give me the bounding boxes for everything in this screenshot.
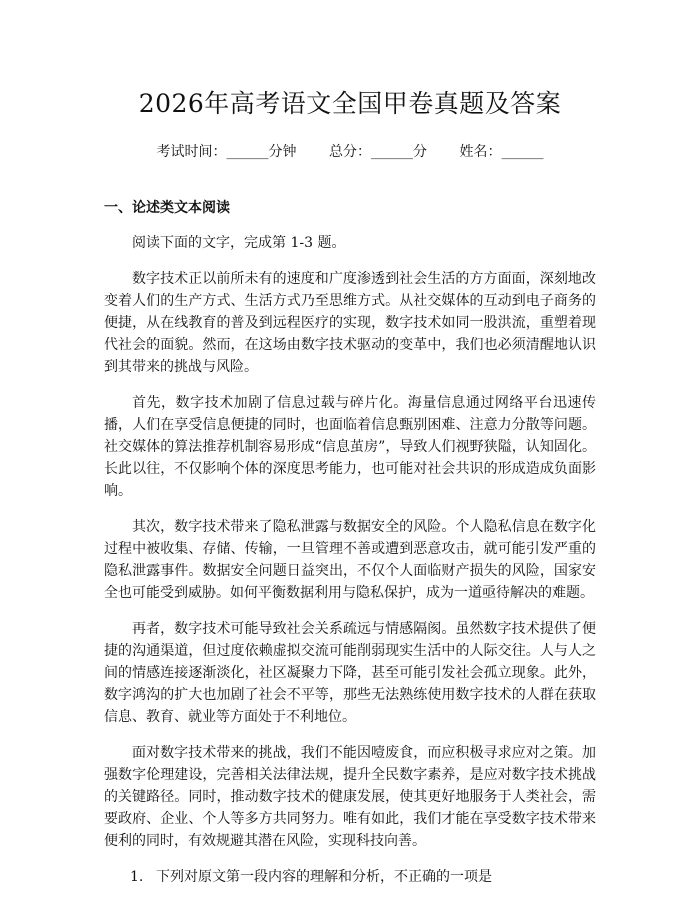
question-number: 1. [130, 869, 144, 885]
passage-paragraph-5: 面对数字技术带来的挑战，我们不能因噎废食，而应积极寻求应对之策。加强数字伦理建设，完善相关法律法规，提升全民数字素养，是应对数字技术挑战的关键路径。同时，推动数字技术的健康发展，使其更好地服务于人类社会，需要政府、企业、个人等多方共同努力。唯有如此，我们才能在享受数字技术带来便利的同时，有效规避其潜在风险，实现科技向善。 [104, 745, 596, 849]
question-1 [104, 866, 596, 888]
passage-paragraph-4: 再者，数字技术可能导致社会关系疏远与情感隔阂。虽然数字技术提供了便捷的沟通渠道，但过度依赖虚拟交流可能削弱现实生活中的人际交往。人与人之间的情感连接逐渐淡化，社区凝聚力下降，甚至可能引发社会孤立现象。此外，数字鸿沟的扩大也加剧了社会不平等，那些无法熟练使用数字技术的人群在获取信息、教育、就业等方面处于不利地位。 [104, 621, 596, 725]
passage-paragraph-2: 首先，数字技术加剧了信息过载与碎片化。海量信息通过网络平台迅速传播，人们在享受信息便捷的同时，也面临着信息甄别困难、注意力分散等问题。社交媒体的算法推荐机制容易形成“信息茧房”，导致人们视野狭隘，认知固化。长此以往，不仅影响个体的深度思考能力，也可能对社会共识的形成造成负面影响。 [104, 395, 596, 499]
section-heading: 一、论述类文本阅读 [104, 200, 230, 216]
exam-time-field: 考试时间：______分钟 [156, 144, 297, 160]
passage-paragraph-3: 其次，数字技术带来了隐私泄露与数据安全的风险。个人隐私信息在数字化过程中被收集、存储、传输，一旦管理不善或遭到恶意攻击，就可能引发严重的隐私泄露事件。数据安全问题日益突出，不仅个人面临财产损失的风险，国家安全也可能受到威胁。如何平衡数据利用与隐私保护，成为一道亟待解决的难题。 [104, 519, 596, 601]
exam-title: 2026年高考语文全国甲卷真题及答案 [138, 89, 562, 118]
student-name-field: 姓名：______ [459, 144, 544, 160]
passage-paragraph-1: 数字技术正以前所未有的速度和广度渗透到社会生活的方方面面，深刻地改变着人们的生产方式、生活方式乃至思维方式。从社交媒体的互动到电子商务的便捷，从在线教育的普及到远程医疗的实现，数字技术如同一股洪流，重塑着现代社会的面貌。然而，在这场由数字技术驱动的变革中，我们也必须清醒地认识到其带来的挑战与风险。 [104, 271, 596, 375]
reading-instruction: 阅读下面的文字，完成第 1-3 题。 [132, 235, 346, 251]
exam-meta [104, 142, 596, 162]
total-score-field: 总分：______分 [329, 144, 427, 160]
question-text: 下列对原文第一段内容的理解和分析，不正确的一项是 [156, 869, 492, 885]
